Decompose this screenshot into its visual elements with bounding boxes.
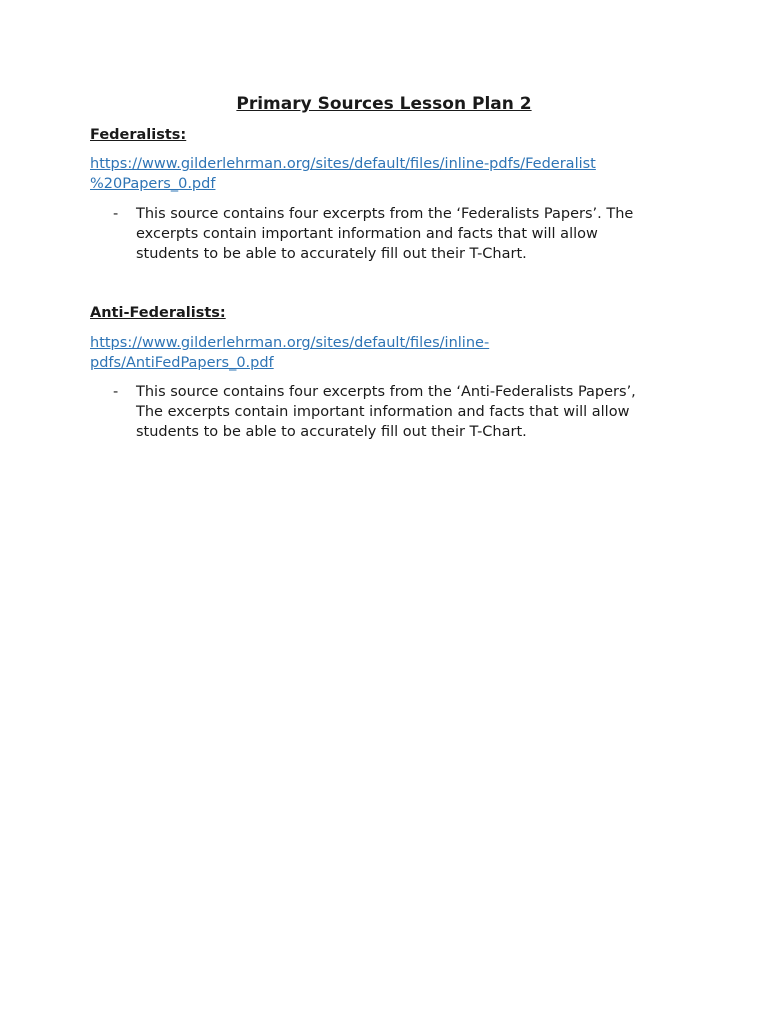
- federalist-papers-link[interactable]: [90, 154, 650, 194]
- bullet-text: [136, 382, 676, 442]
- bullet-line: excerpts contain important information and facts that will allow: [136, 226, 598, 242]
- bullet-line: The excerpts contain important information and facts that will allow: [136, 404, 630, 420]
- bullet-line: This source contains four excerpts from the ‘Anti-Federalists Papers’,: [136, 384, 636, 400]
- bullet-text: [136, 204, 676, 264]
- anti-federalist-papers-link[interactable]: [90, 333, 650, 373]
- bullet-line: students to be able to accurately fill out their T-Chart.: [136, 246, 527, 262]
- link-line: https://www.gilderlehrman.org/sites/default/files/inline-: [90, 335, 490, 351]
- link-line: pdfs/AntiFedPapers_0.pdf: [90, 355, 274, 371]
- link-line: %20Papers_0.pdf: [90, 176, 216, 192]
- bullet-dash: -: [113, 206, 119, 222]
- section-heading-federalists: Federalists:: [90, 127, 187, 143]
- page-title: Primary Sources Lesson Plan 2: [236, 94, 532, 114]
- bullet-line: students to be able to accurately fill out their T-Chart.: [136, 424, 527, 440]
- section-heading-anti-federalists: Anti-Federalists:: [90, 305, 226, 321]
- bullet-line: This source contains four excerpts from the ‘Federalists Papers’. The: [136, 206, 634, 222]
- link-line: https://www.gilderlehrman.org/sites/default/files/inline-pdfs/Federalist: [90, 156, 596, 172]
- bullet-dash: -: [113, 384, 119, 400]
